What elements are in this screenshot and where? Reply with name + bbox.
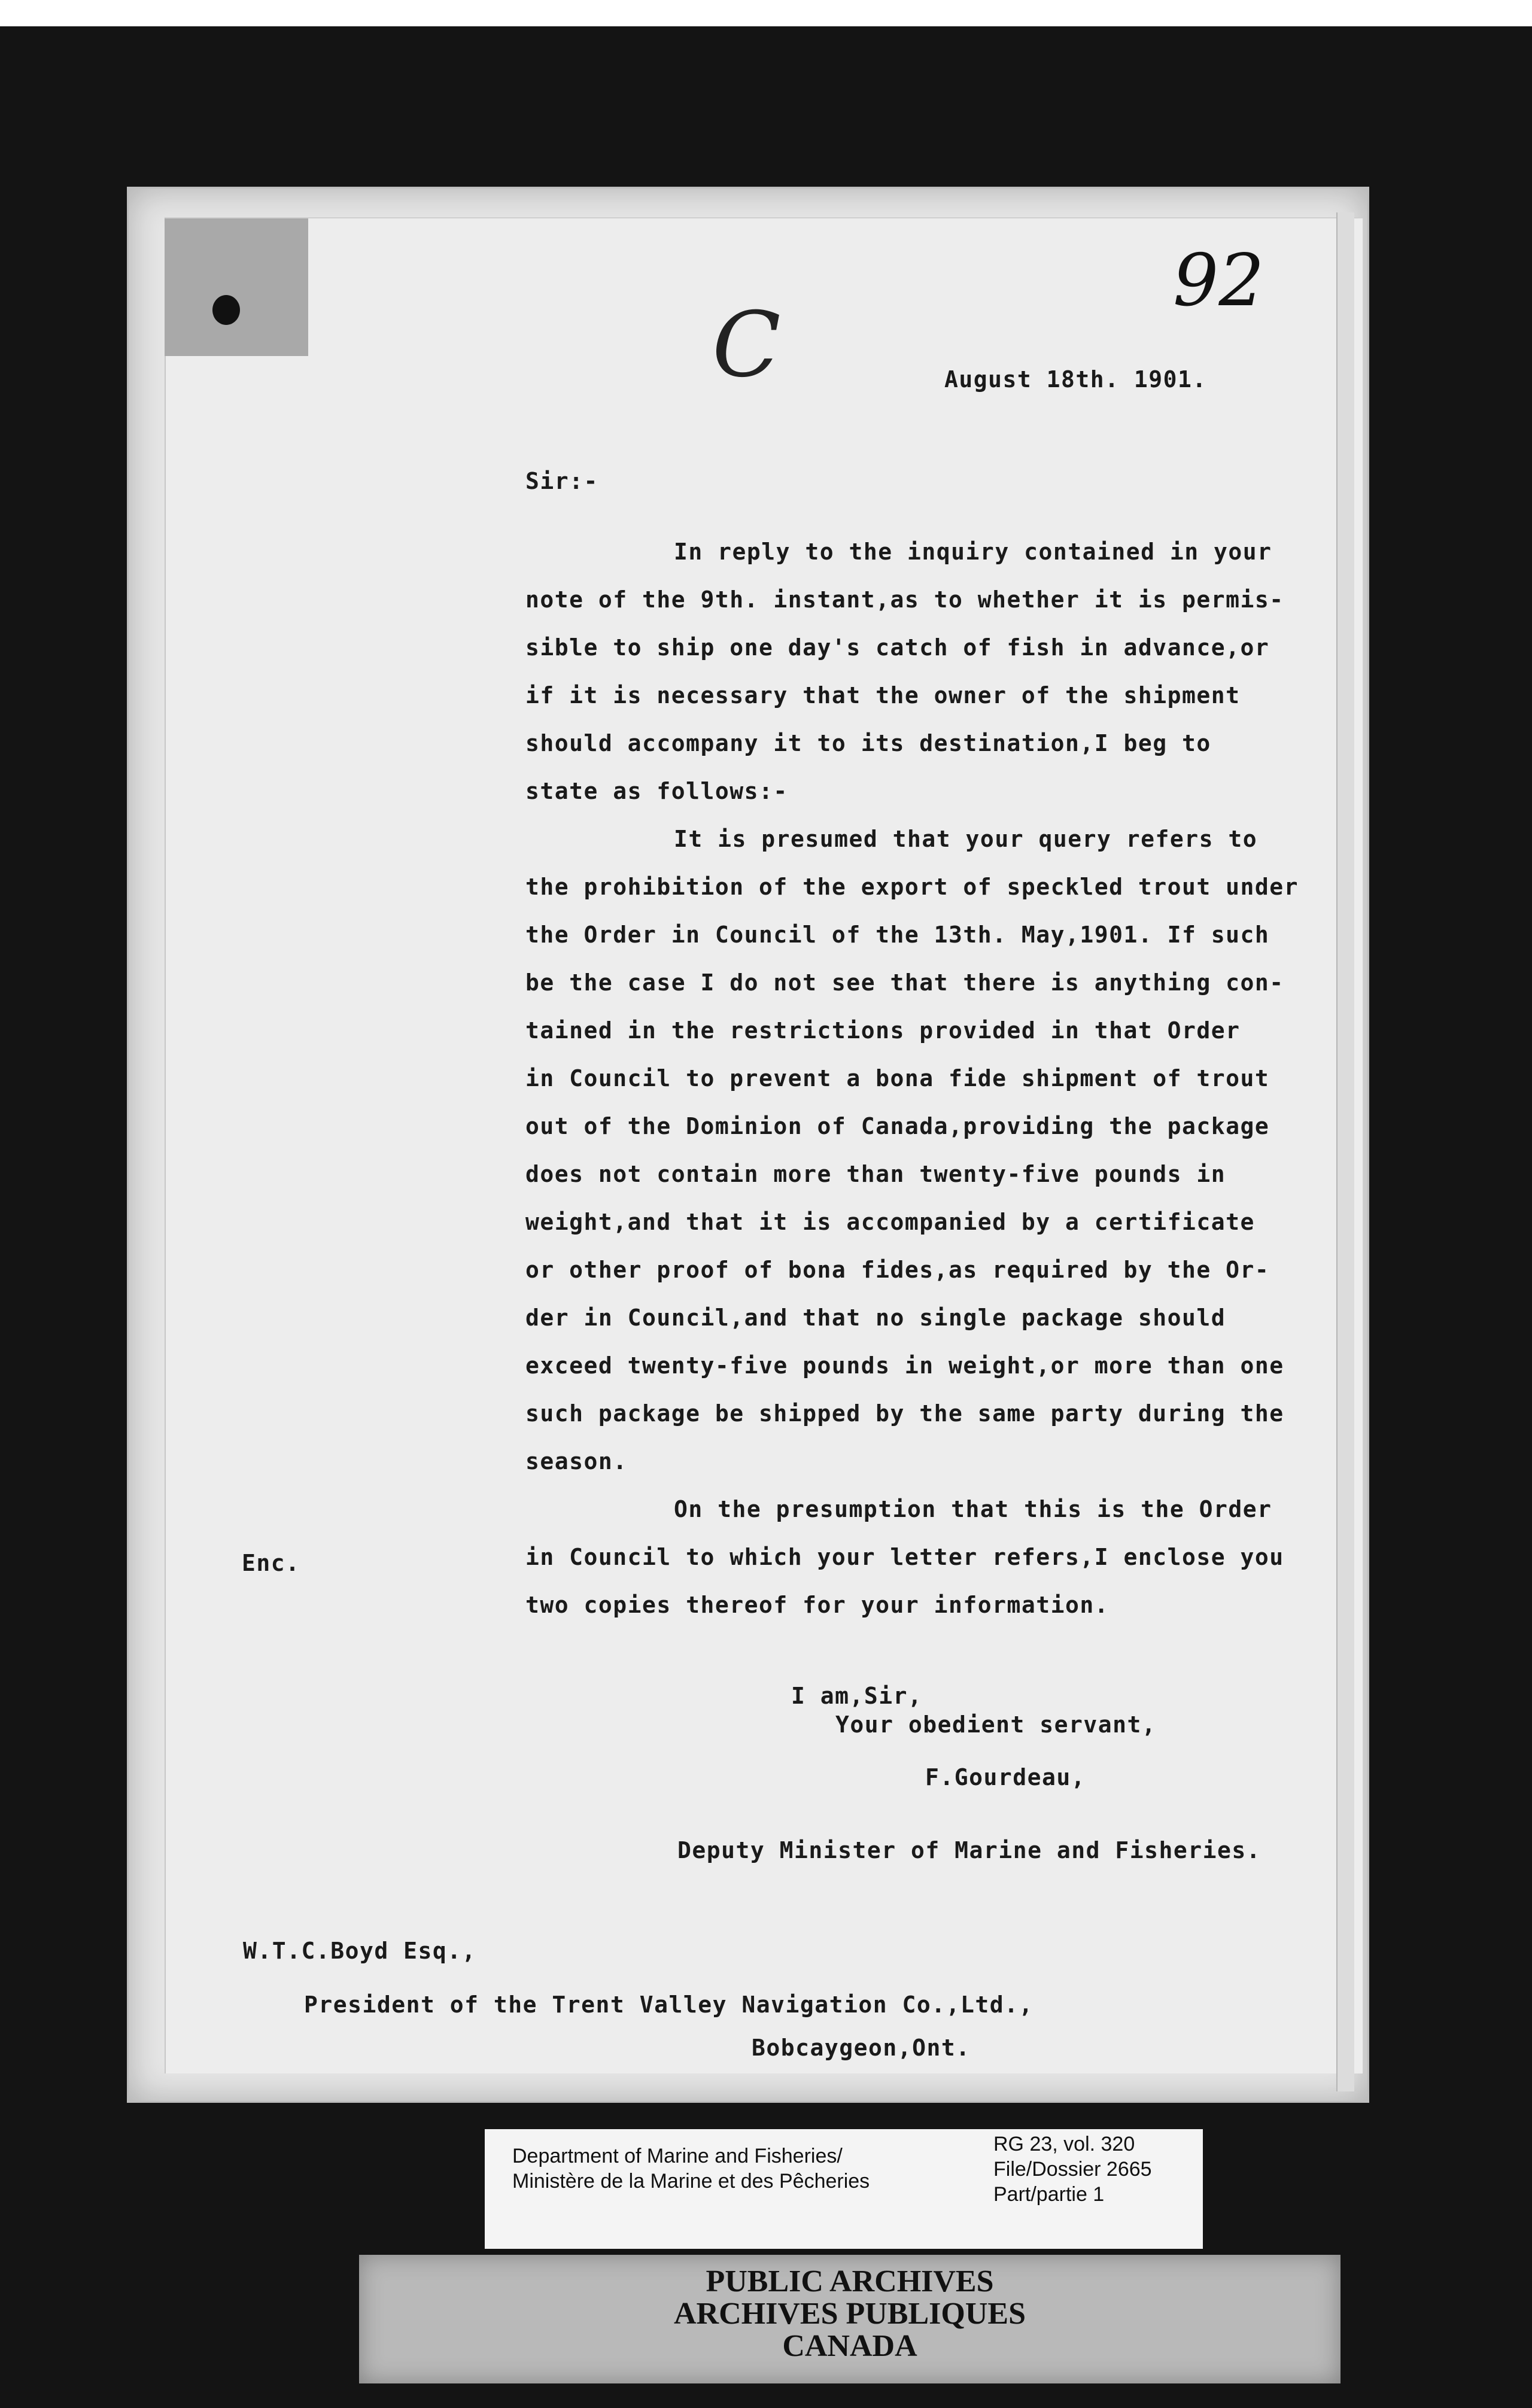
handwritten-initial: C bbox=[712, 293, 781, 397]
addressee-title: President of the Trent Valley Navigation Co.,Ltd., bbox=[304, 1992, 1034, 2018]
stamp-line: PUBLIC ARCHIVES bbox=[706, 2264, 994, 2298]
stamp-line: CANADA bbox=[782, 2329, 917, 2363]
punch-hole-shadow bbox=[165, 218, 308, 356]
body-line: state as follows:- bbox=[525, 778, 788, 804]
body-line: In reply to the inquiry contained in your bbox=[674, 539, 1272, 565]
body-line: the Order in Council of the 13th. May,1901. If such bbox=[525, 922, 1270, 948]
body-line: such package be shipped by the same party during the bbox=[525, 1400, 1284, 1427]
body-line: if it is necessary that the owner of the shipment bbox=[525, 682, 1241, 709]
closing-line: I am,Sir, bbox=[791, 1683, 923, 1709]
record-group: RG 23, vol. 320 bbox=[993, 2133, 1135, 2155]
body-line: sible to ship one day's catch of fish in advance,or bbox=[525, 634, 1270, 661]
body-line: note of the 9th. instant,as to whether it is permis- bbox=[525, 586, 1284, 613]
stamp-line: ARCHIVES PUBLIQUES bbox=[673, 2297, 1026, 2331]
body-line: should accompany it to its destination,I beg to bbox=[525, 730, 1211, 756]
enclosure-note: Enc. bbox=[242, 1550, 300, 1576]
salutation: Sir:- bbox=[525, 468, 598, 494]
page-edge bbox=[1336, 212, 1354, 2091]
file-number: File/Dossier 2665 bbox=[993, 2158, 1152, 2181]
letter-date: August 18th. 1901. bbox=[944, 366, 1207, 393]
punch-hole bbox=[212, 295, 240, 325]
archives-stamp bbox=[359, 2255, 1340, 2383]
body-line: be the case I do not see that there is anything con- bbox=[525, 969, 1284, 996]
body-line: does not contain more than twenty-five pounds in bbox=[525, 1161, 1226, 1187]
department-english: Department of Marine and Fisheries/ bbox=[512, 2145, 843, 2167]
body-line: der in Council,and that no single package should bbox=[525, 1305, 1226, 1331]
body-line: It is presumed that your query refers to bbox=[674, 826, 1258, 852]
body-line: season. bbox=[525, 1448, 628, 1474]
body-line: two copies thereof for your information. bbox=[525, 1592, 1110, 1618]
body-line: or other proof of bona fides,as required by the Or- bbox=[525, 1257, 1270, 1283]
addressee-location: Bobcaygeon,Ont. bbox=[752, 2035, 971, 2061]
letter-sheet bbox=[165, 217, 1363, 2073]
letter-page bbox=[127, 187, 1369, 2103]
department-french: Ministère de la Marine et des Pêcheries bbox=[512, 2170, 870, 2193]
handwritten-page-number: 92 bbox=[1173, 239, 1264, 323]
body-line: out of the Dominion of Canada,providing the package bbox=[525, 1113, 1270, 1139]
archive-reference-label bbox=[485, 2129, 1203, 2249]
body-line: On the presumption that this is the Order bbox=[674, 1496, 1272, 1522]
addressee-name: W.T.C.Boyd Esq., bbox=[243, 1938, 477, 1964]
part-number: Part/partie 1 bbox=[993, 2183, 1105, 2206]
body-line: in Council to prevent a bona fide shipment of trout bbox=[525, 1065, 1270, 1091]
scan-top-margin bbox=[0, 0, 1532, 26]
body-line: the prohibition of the export of speckled trout under bbox=[525, 874, 1299, 900]
closing-line: Your obedient servant, bbox=[835, 1711, 1157, 1738]
signature-name: F.Gourdeau, bbox=[925, 1764, 1086, 1790]
body-line: weight,and that it is accompanied by a certificate bbox=[525, 1209, 1255, 1235]
body-line: in Council to which your letter refers,I enclose you bbox=[525, 1544, 1284, 1570]
signature-title: Deputy Minister of Marine and Fisheries. bbox=[677, 1837, 1262, 1863]
body-line: exceed twenty-five pounds in weight,or more than one bbox=[525, 1352, 1284, 1379]
body-line: tained in the restrictions provided in that Order bbox=[525, 1017, 1241, 1044]
